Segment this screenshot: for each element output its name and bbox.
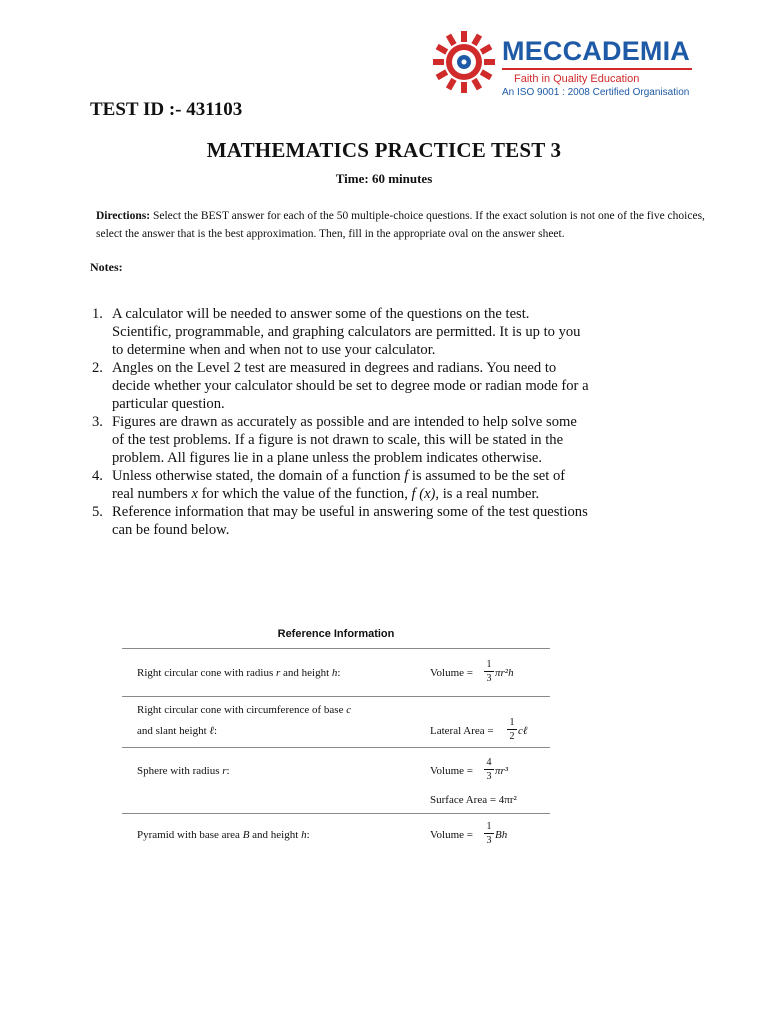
reference-formula: Bh (495, 829, 508, 841)
reference-formula-label: Lateral Area = (430, 725, 494, 737)
reference-desc: Right circular cone with radius r and height h: (137, 667, 341, 679)
brand-logo (432, 30, 702, 102)
brand-name: MECCADEMIA (502, 36, 690, 66)
table-divider (122, 648, 550, 649)
notes-label: Notes: (90, 260, 123, 274)
brand-divider (502, 68, 692, 70)
reference-desc: Sphere with radius r: (137, 765, 230, 777)
page-title: MATHEMATICS PRACTICE TEST 3 (206, 138, 562, 162)
list-item: 5. Reference information that may be useful in answering some of the test questions can be found below. (92, 504, 588, 538)
list-item: 3. Figures are drawn as accurately as possible and are intended to help solve some of the test problems. If a figure is not drawn to scale, this will be stated in the problem. All figures lie in a plane unless the problem indicates otherwise. (92, 414, 577, 466)
table-divider (122, 813, 550, 814)
notes-list (90, 305, 590, 539)
list-item: 1. A calculator will be needed to answer some of the questions on the test. Scientific, programmable, and graphing calculators are permitted. It is up to you to determine when and when not to use your calculator. (92, 306, 581, 358)
fraction: 4 3 (484, 757, 494, 782)
table-divider (122, 747, 550, 748)
fraction: 1 3 (484, 659, 494, 684)
reference-desc: Right circular cone with circumference of base c (137, 704, 352, 716)
reference-formula-label: Volume = (430, 829, 473, 841)
list-item: 2. Angles on the Level 2 test are measured in degrees and radians. You need to decide whether your calculator should be set to degree mode or radian mode for a particular question. (92, 360, 589, 412)
gear-icon (432, 30, 496, 94)
reference-formula-label: Volume = (430, 667, 473, 679)
brand-iso: An ISO 9001 : 2008 Certified Organisation (502, 87, 690, 98)
reference-formula-label: Volume = (430, 765, 473, 777)
reference-formula: πr²h (495, 667, 514, 679)
list-item: 4. Unless otherwise stated, the domain of a function f is assumed to be the set of real numbers x for which the value of the function, f (x), is a real number. (92, 468, 566, 502)
reference-desc: Pyramid with base area B and height h: (137, 829, 310, 841)
table-divider (122, 696, 550, 697)
directions-label: Directions: (96, 210, 151, 222)
reference-formula: cℓ (518, 725, 528, 737)
reference-desc: and slant height ℓ: (137, 725, 218, 737)
directions-text: Select the BEST answer for each of the 50 multiple-choice questions. If the exact solution is not one of the five choices, select the answer that is the best approximation. Then, fill in the appropriate oval on the answer sheet. (96, 210, 705, 240)
brand-tagline: Faith in Quality Education (514, 73, 640, 85)
reference-formula: πr³ (495, 765, 509, 777)
fraction: 1 2 (507, 717, 517, 742)
test-id: TEST ID :- 431103 (90, 99, 243, 120)
fraction: 1 3 (484, 821, 494, 846)
directions (96, 207, 706, 243)
reference-title: Reference Information (277, 628, 395, 640)
time-limit: Time: 60 minutes (335, 171, 433, 186)
reference-formula-2: Surface Area = 4πr² (430, 794, 517, 806)
